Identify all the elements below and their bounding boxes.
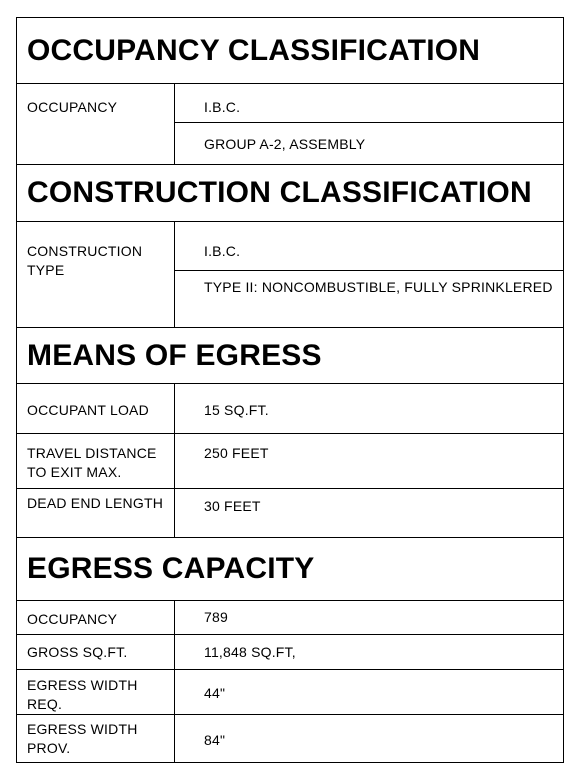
row-label-dead-end-length: DEAD END LENGTH <box>17 489 175 538</box>
row-value-occupancy-group: GROUP A-2, ASSEMBLY <box>175 123 564 165</box>
row-value-construction-type: TYPE II: NONCOMBUSTIBLE, FULLY SPRINKLERED <box>175 271 564 328</box>
row-value-egress-width-req: 44" <box>175 670 564 715</box>
row-label-travel-distance: TRAVEL DISTANCE TO EXIT MAX. <box>17 434 175 489</box>
section-header-construction-classification: CONSTRUCTION CLASSIFICATION <box>17 165 563 222</box>
code-summary-table <box>16 17 564 763</box>
row-value-egress-width-prov: 84" <box>204 732 226 748</box>
section-header-means-of-egress: MEANS OF EGRESS <box>17 328 563 384</box>
row-label-egress-width-prov: EGRESS WIDTH PROV. <box>17 715 175 763</box>
row-value-occupancy-code: I.B.C. <box>175 84 564 123</box>
row-label-egress-width-req: EGRESS WIDTH REQ. <box>17 670 175 715</box>
row-value-travel-distance: 250 FEET <box>175 434 564 489</box>
section-header-occupancy-classification: OCCUPANCY CLASSIFICATION <box>17 18 563 84</box>
row-value-dead-end-length: 30 FEET <box>175 489 564 538</box>
row-value-occupant-load: 15 SQ.FT. <box>175 384 564 434</box>
row-value-gross-sqft: 11,848 SQ.FT, <box>175 635 564 670</box>
row-label-gross-sqft: GROSS SQ.FT. <box>17 635 175 670</box>
row-value-construction-code: I.B.C. <box>175 222 564 271</box>
row-label-construction-type: CONSTRUCTION TYPE <box>17 222 175 328</box>
row-label-occupancy-count: OCCUPANCY <box>17 601 175 635</box>
row-value-occupancy-count: 789 <box>175 601 564 635</box>
row-label-occupancy: OCCUPANCY <box>17 84 175 165</box>
row-label-occupant-load: OCCUPANT LOAD <box>17 384 175 434</box>
section-header-egress-capacity: EGRESS CAPACITY <box>17 538 563 601</box>
